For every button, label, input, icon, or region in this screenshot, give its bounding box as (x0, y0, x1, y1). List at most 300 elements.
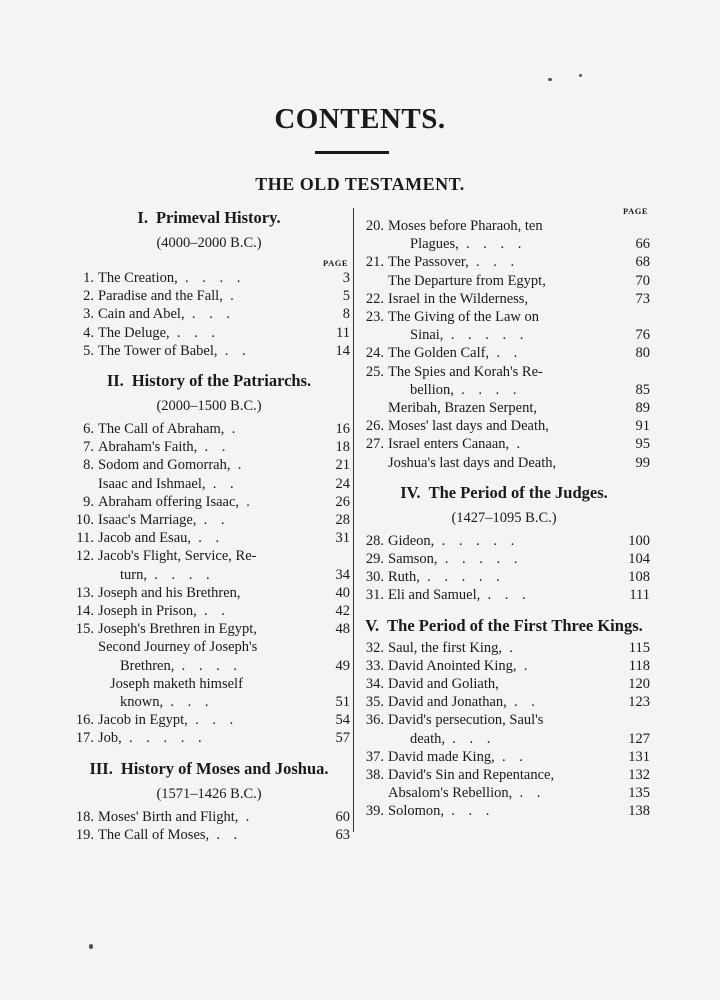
entry-page: 99 (635, 454, 650, 471)
toc-entry (358, 326, 650, 344)
entry-title (98, 269, 320, 287)
entry-title (98, 420, 320, 438)
leader-dots: . . . . (181, 657, 242, 674)
entry-number: 23. (365, 309, 384, 326)
entry-title (388, 344, 620, 362)
entry-title-text: Jacob and Esau, (98, 530, 192, 547)
entry-title (388, 586, 620, 604)
toc-entry (68, 566, 350, 584)
entry-page: 138 (628, 803, 650, 820)
entry-title-text: Joshua's last days and Death, (388, 454, 557, 471)
entry-title-text: death, (410, 730, 446, 747)
entry-number: 5. (83, 342, 94, 359)
entry-page (320, 547, 350, 565)
entry-number: 17. (75, 730, 94, 747)
toc-entry (358, 784, 650, 802)
entry-page: 135 (628, 785, 650, 802)
leader-dots: . . . (170, 694, 214, 711)
entry-page: 100 (628, 532, 650, 549)
entry-title (388, 693, 620, 711)
leader-dots: . . . . . (441, 532, 520, 549)
section-title: The Period of the First Three Kings. (387, 615, 643, 635)
toc-entry (358, 454, 650, 472)
leader-dots: . . (496, 345, 523, 362)
toc-entry (358, 550, 650, 568)
toc-entry (68, 287, 350, 305)
toc-entry (68, 305, 350, 323)
entry-title (98, 808, 320, 826)
entry-number: 22. (365, 290, 384, 307)
entry-number: 31. (365, 587, 384, 604)
entry-number: 35. (365, 694, 384, 711)
entry-number: 39. (365, 803, 384, 820)
section-date-range: (1427–1095 B.C.) (451, 509, 557, 526)
left-column (68, 205, 350, 844)
entry-list (358, 639, 650, 821)
toc-entry (68, 693, 350, 711)
speck-mark (579, 74, 582, 77)
toc-entry (358, 272, 650, 290)
toc-entry (358, 435, 650, 453)
toc-entry (68, 493, 350, 511)
leader-dots: . . (212, 475, 239, 492)
entry-page: 132 (628, 767, 650, 784)
toc-entry (68, 456, 350, 474)
leader-dots: . . . . (461, 381, 522, 398)
entry-number: 1. (83, 270, 94, 286)
leader-dots: . . (198, 530, 225, 547)
leader-dots: . . (501, 748, 528, 765)
entry-title-text: David's Sin and Repentance, (388, 767, 555, 784)
entry-title-text: Jacob in Egypt, (98, 712, 188, 729)
leader-dots: . . . . . (129, 730, 207, 747)
toc-entry (358, 693, 650, 711)
toc-entry (68, 808, 350, 826)
page-column-label: PAGE (323, 258, 348, 268)
entry-title (98, 729, 320, 747)
entry-title-text: Ruth, (388, 569, 420, 586)
entry-page: 11 (336, 324, 350, 341)
entry-title (98, 511, 320, 529)
leader-dots: . . (216, 826, 243, 843)
toc-entry (358, 675, 650, 693)
toc-entry (358, 235, 650, 253)
entry-title-text: bellion, (410, 381, 454, 398)
entry-title-text: Meribah, Brazen Serpent, (388, 400, 537, 417)
entry-title-text: Cain and Abel, (98, 306, 185, 323)
section-numeral: III. (89, 758, 113, 778)
entry-title-text: Second Journey of Joseph's (98, 639, 258, 656)
entry-title (98, 693, 320, 711)
section-title: History of Moses and Joshua. (120, 758, 329, 778)
toc-entry (68, 675, 350, 693)
section-heading (68, 205, 350, 231)
section-date-range: (4000–2000 B.C.) (156, 235, 262, 251)
toc-entry (358, 766, 650, 784)
leader-dots: . (246, 493, 255, 510)
toc-entry (68, 620, 350, 638)
toc-entry (68, 529, 350, 547)
toc-entry (68, 638, 350, 656)
toc-entry (68, 547, 350, 565)
entry-number: 11. (76, 530, 94, 547)
entry-page: 118 (628, 657, 650, 674)
entry-page: 60 (335, 808, 350, 825)
entry-title (388, 435, 620, 453)
entry-page: 111 (629, 587, 650, 604)
entry-page: 95 (635, 436, 650, 453)
entry-title-text: Moses' last days and Death, (388, 418, 549, 435)
entry-number: 34. (365, 676, 384, 693)
leader-dots: . . . . . (450, 327, 529, 344)
entry-title-text: Abraham offering Isaac, (98, 493, 240, 510)
toc-section (68, 756, 350, 844)
leader-dots: . (237, 457, 247, 474)
entry-title (98, 675, 320, 693)
leader-dots: . . (519, 785, 546, 802)
entry-list (68, 808, 350, 844)
leader-dots: . . . (487, 587, 531, 604)
entry-page: 66 (635, 236, 650, 253)
entry-number: 37. (365, 748, 384, 765)
entry-number: 25. (365, 363, 384, 380)
entry-number: 10. (75, 512, 94, 529)
entry-title (98, 493, 320, 511)
entry-page: 123 (628, 694, 650, 711)
entry-number: 29. (365, 551, 384, 568)
entry-page: 120 (628, 676, 650, 693)
entry-number: 28. (365, 532, 384, 549)
toc-entry (68, 269, 350, 287)
toc-entry (68, 342, 350, 360)
entry-title-text: Sinai, (410, 327, 444, 344)
entry-number: 21. (365, 254, 384, 271)
entry-title-text: David made King, (388, 748, 495, 765)
entry-number: 19. (75, 826, 94, 843)
toc-entry (68, 438, 350, 456)
entry-page: 16 (335, 421, 350, 438)
leader-dots: . (230, 288, 239, 305)
entry-page: 76 (635, 327, 650, 344)
entry-title-text: The Passover, (388, 254, 469, 271)
entry-title-text: turn, (120, 566, 147, 583)
entry-page: 14 (335, 342, 350, 359)
entry-title-text: Gideon, (388, 532, 435, 549)
leader-dots: . . . . (465, 236, 527, 253)
toc-entry (358, 568, 650, 586)
section-title: The Period of the Judges. (428, 482, 608, 502)
toc-entry (358, 711, 650, 729)
entry-page: 28 (335, 512, 350, 529)
entry-title-text: known, (120, 694, 164, 711)
entry-page: 127 (628, 730, 650, 747)
entry-number: 3. (83, 306, 94, 323)
entry-number: 7. (83, 439, 94, 456)
entry-page: 85 (635, 381, 650, 398)
entry-title (388, 532, 620, 550)
entry-title-text: Moses before Pharaoh, ten (388, 218, 543, 234)
entry-number: 4. (83, 324, 94, 341)
entry-title-text: Saul, the first King, (388, 639, 502, 656)
entry-title (388, 381, 620, 399)
toc-section (358, 613, 650, 821)
leader-dots: . . (224, 342, 251, 359)
toc-entry (358, 748, 650, 766)
entry-title (98, 584, 320, 602)
entry-title (388, 454, 620, 472)
entry-title-text: The Call of Abraham, (98, 421, 225, 438)
entry-title-text: Sodom and Gomorrah, (98, 457, 231, 474)
entry-title-text: The Call of Moses, (98, 826, 210, 843)
toc-entry (358, 344, 650, 362)
section-subtitle: THE OLD TESTAMENT. (255, 174, 465, 194)
section-title: Primeval History. (155, 208, 281, 227)
section-numeral: I. (137, 208, 148, 227)
leader-dots: . . . (176, 324, 221, 341)
entry-title (388, 326, 620, 344)
entry-title (98, 566, 320, 584)
entry-title (388, 802, 620, 820)
entry-number: 14. (75, 603, 94, 620)
entry-title (388, 711, 620, 729)
leader-dots: . (231, 421, 241, 438)
entry-page: 54 (335, 712, 350, 729)
entry-title-text: Solomon, (388, 803, 444, 820)
leader-dots: . . . (195, 712, 239, 729)
entry-title (98, 657, 320, 675)
entry-title (98, 638, 320, 656)
entry-page: 68 (635, 254, 650, 271)
entry-title-text: David's persecution, Saul's (388, 712, 544, 729)
entry-title-text: The Creation, (98, 270, 178, 286)
leader-dots: . . . (191, 306, 235, 323)
entry-page: 104 (628, 551, 650, 568)
entry-page: 26 (335, 493, 350, 510)
toc-entry (358, 730, 650, 748)
section-title: History of the Patriarchs. (131, 371, 312, 391)
right-column (358, 205, 650, 821)
entry-page (620, 363, 650, 381)
entry-title-text: The Deluge, (98, 324, 170, 341)
title-rule (315, 151, 389, 154)
entry-title-text: Joseph's Brethren in Egypt, (98, 621, 257, 638)
entry-title (98, 826, 320, 844)
entry-page: 115 (628, 639, 650, 656)
page-column-label: PAGE (623, 206, 648, 216)
entry-page: 18 (335, 439, 350, 456)
entry-title (98, 287, 320, 305)
entry-number: 33. (365, 657, 384, 674)
entry-title-text: Eli and Samuel, (388, 587, 481, 604)
entry-title (98, 602, 320, 620)
entry-title (98, 324, 320, 342)
entry-page: 5 (342, 288, 350, 305)
toc-entry (68, 657, 350, 675)
toc-entry (358, 532, 650, 550)
entry-page: 21 (335, 457, 350, 474)
entry-title (98, 529, 320, 547)
entry-number: 36. (365, 712, 384, 729)
toc-section (68, 368, 350, 748)
section-heading (358, 613, 650, 639)
entry-page: 80 (635, 345, 650, 362)
entry-title (98, 711, 320, 729)
entry-title (388, 399, 620, 417)
leader-dots: . . . (452, 730, 496, 747)
entry-page: 89 (635, 400, 650, 417)
entry-title (98, 547, 320, 565)
entry-title (388, 235, 620, 253)
entry-page: 63 (335, 826, 350, 843)
toc-entry (68, 729, 350, 747)
entry-title (388, 675, 620, 693)
section-numeral: V. (365, 615, 380, 635)
entry-number: 26. (365, 418, 384, 435)
entry-page: 31 (335, 530, 350, 547)
entry-title (98, 475, 320, 493)
entry-title-text: Isaac's Marriage, (98, 512, 197, 529)
toc-section (68, 205, 350, 360)
entry-list (358, 532, 650, 605)
toc-entry (68, 324, 350, 342)
entry-list (68, 269, 350, 360)
entry-page (620, 217, 650, 235)
leader-dots: . . (514, 694, 540, 711)
entry-title-text: Absalom's Rebellion, (388, 785, 513, 802)
entry-title (388, 730, 620, 748)
entry-title (388, 550, 620, 568)
entry-number: 9. (83, 493, 94, 510)
leader-dots: . . . . (184, 270, 246, 286)
entry-page: 48 (335, 621, 350, 638)
entry-list (68, 420, 350, 748)
entry-number: 27. (365, 436, 384, 453)
entry-title (388, 363, 620, 381)
entry-title-text: Abraham's Faith, (98, 439, 198, 456)
entry-title (388, 568, 620, 586)
entry-title-text: Joseph and his Brethren, (98, 584, 241, 601)
entry-title-text: Moses' Birth and Flight, (98, 808, 239, 825)
entry-title (388, 766, 620, 784)
section-date-range: (1571–1426 B.C.) (156, 785, 262, 802)
leader-dots: . . (203, 512, 230, 529)
entry-number: 38. (365, 767, 384, 784)
speck-mark (89, 944, 93, 949)
entry-title (98, 305, 320, 323)
toc-entry (358, 290, 650, 308)
toc-entry (68, 602, 350, 620)
entry-title (388, 217, 620, 235)
leader-dots: . . (203, 603, 230, 620)
entry-page: 57 (335, 730, 350, 747)
toc-entry (358, 253, 650, 271)
entry-page: 131 (628, 748, 650, 765)
speck-mark (548, 78, 552, 81)
toc-entry (358, 363, 650, 381)
leader-dots: . . . (476, 254, 520, 271)
toc-entry (68, 584, 350, 602)
entry-number: 24. (365, 345, 384, 362)
entry-number: 13. (75, 584, 94, 601)
entry-title (388, 639, 620, 657)
toc-entry (68, 711, 350, 729)
toc-entry (68, 511, 350, 529)
leader-dots: . . . . . (427, 569, 505, 586)
entry-title (388, 657, 620, 675)
toc-entry (358, 657, 650, 675)
leader-dots: . (245, 808, 255, 825)
entry-page: 49 (335, 657, 350, 674)
entry-page: 73 (635, 290, 650, 307)
entry-page: 91 (635, 418, 650, 435)
toc-entry (358, 586, 650, 604)
entry-title-text: David and Jonathan, (388, 694, 507, 711)
entry-title-text: Job, (98, 730, 122, 747)
entry-number: 18. (75, 808, 94, 825)
entry-page (320, 675, 350, 693)
entry-number: 30. (365, 569, 384, 586)
entry-number: 12. (75, 548, 94, 565)
entry-title-text: Isaac and Ishmael, (98, 475, 206, 492)
entry-title-text: Joseph in Prison, (98, 603, 197, 620)
leader-dots: . (516, 436, 526, 453)
leader-dots: . . (204, 439, 231, 456)
entry-title-text: Samson, (388, 551, 438, 568)
column-divider (353, 208, 354, 832)
leader-dots: . (523, 657, 533, 674)
entry-title-text: Brethren, (120, 657, 175, 674)
entry-title-text: The Giving of the Law on (388, 309, 540, 326)
entry-title (98, 438, 320, 456)
section-heading (68, 756, 350, 782)
section-numeral: II. (106, 371, 124, 391)
entry-page: 51 (335, 694, 350, 711)
entry-title-text: Israel enters Canaan, (388, 436, 510, 453)
toc-entry (358, 308, 650, 326)
entry-page: 34 (335, 566, 350, 583)
section-numeral: IV. (400, 482, 421, 502)
entry-title-text: The Golden Calf, (388, 345, 490, 362)
entry-page: 42 (335, 603, 350, 620)
entry-title-text: The Departure from Egypt, (388, 272, 546, 289)
entry-number: 8. (83, 457, 94, 474)
section-date-range: (2000–1500 B.C.) (156, 398, 262, 415)
page-title: CONTENTS. (274, 103, 446, 135)
entry-title (98, 456, 320, 474)
entry-page (620, 308, 650, 326)
entry-title-text: Joseph maketh himself (110, 675, 243, 692)
entry-number: 32. (365, 639, 384, 656)
toc-entry (68, 420, 350, 438)
entry-page: 40 (335, 584, 350, 601)
entry-page: 108 (628, 569, 650, 586)
toc-entry (68, 826, 350, 844)
entry-page: 8 (342, 306, 350, 323)
entry-title-text: Israel in the Wilderness, (388, 290, 529, 307)
entry-title-text: David and Goliath, (388, 676, 499, 693)
toc-entry (358, 217, 650, 235)
leader-dots: . . . (451, 803, 495, 820)
entry-title (388, 417, 620, 435)
section-heading (358, 480, 650, 506)
toc-section (358, 480, 650, 605)
toc-entry (358, 417, 650, 435)
entry-page: 24 (335, 475, 350, 492)
entry-title-text: The Tower of Babel, (98, 342, 218, 359)
entry-title (388, 308, 620, 326)
toc-entry (358, 381, 650, 399)
entry-title (98, 342, 320, 360)
